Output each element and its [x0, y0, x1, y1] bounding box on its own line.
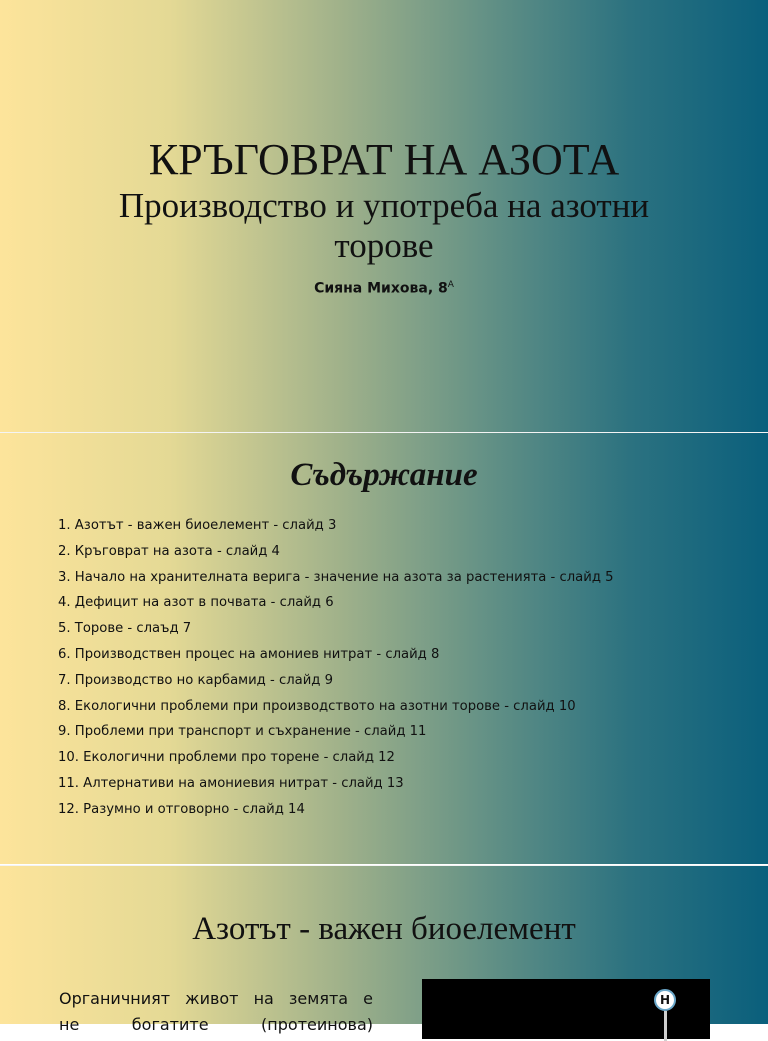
item-text: Дефицит на азот в почвата - слайд 6: [70, 595, 334, 611]
contents-item: [58, 616, 748, 642]
item-number: 12.: [58, 801, 79, 817]
item-text: Кръговрат на азота - слайд 4: [70, 543, 280, 559]
contents-item: [58, 513, 748, 539]
presentation-subtitle: Производство и употреба на азотни торове: [118, 186, 650, 265]
item-text: Азотът - важен биоелемент - слайд 3: [70, 518, 337, 533]
item-number: 5.: [58, 621, 71, 637]
author-class-superscript: А: [447, 280, 454, 290]
item-number: 10.: [58, 750, 79, 766]
slide-body-text: [59, 986, 373, 1038]
contents-slide: [0, 433, 768, 864]
contents-item: [58, 771, 748, 797]
title-slide: [0, 0, 768, 432]
body-line: не богатите (протеинова): [59, 1015, 373, 1034]
contents-item: [58, 565, 748, 591]
item-number: 3.: [58, 569, 71, 585]
item-number: 4.: [58, 595, 71, 611]
contents-item: [58, 642, 748, 668]
item-number: 1.: [58, 518, 71, 533]
atom-bond: [664, 1011, 667, 1041]
item-text: Торове - слаъд 7: [70, 621, 192, 637]
contents-item: [58, 590, 748, 616]
item-text: Начало на хранителната верига - значение на азота за растенията - слайд 5: [70, 569, 614, 585]
contents-item: [58, 539, 748, 565]
item-text: Разумно и отговорно - слайд 14: [78, 801, 305, 817]
contents-item: [58, 668, 748, 694]
author-name: Сияна Михова, 8: [314, 280, 448, 297]
item-text: Екологични проблеми про торене - слайд 12: [78, 750, 395, 766]
item-text: Проблеми при транспорт и съхранение - слайд 11: [70, 724, 427, 740]
contents-item: [58, 694, 748, 720]
item-number: 7.: [58, 672, 71, 688]
contents-title: Съдържание: [290, 457, 478, 493]
body-line: Органичният живот на земята е: [59, 989, 373, 1008]
contents-list: [58, 513, 748, 823]
item-number: 2.: [58, 543, 71, 559]
hydrogen-atom-icon: H: [654, 989, 676, 1011]
item-number: 6.: [58, 646, 71, 662]
item-text: Производство но карбамид - слайд 9: [70, 672, 333, 688]
contents-item: [58, 719, 748, 745]
contents-item: [58, 797, 748, 823]
item-text: Екологични проблеми при производството на азотни торове - слайд 10: [70, 698, 576, 714]
item-text: Производствен процес на амониев нитрат - слайд 8: [70, 646, 440, 662]
contents-item: [58, 745, 748, 771]
slide-heading: Азотът - важен биоелемент: [192, 911, 576, 947]
item-number: 9.: [58, 724, 71, 740]
item-number: 8.: [58, 698, 71, 714]
presentation-title: КРЪГОВРАТ НА АЗОТА: [148, 135, 620, 184]
item-number: 11.: [58, 775, 79, 791]
content-slide: [0, 866, 768, 1034]
molecule-image: [422, 979, 710, 1039]
author-line: [0, 280, 768, 297]
item-text: Алтернативи на амониевия нитрат - слайд 13: [78, 775, 404, 791]
